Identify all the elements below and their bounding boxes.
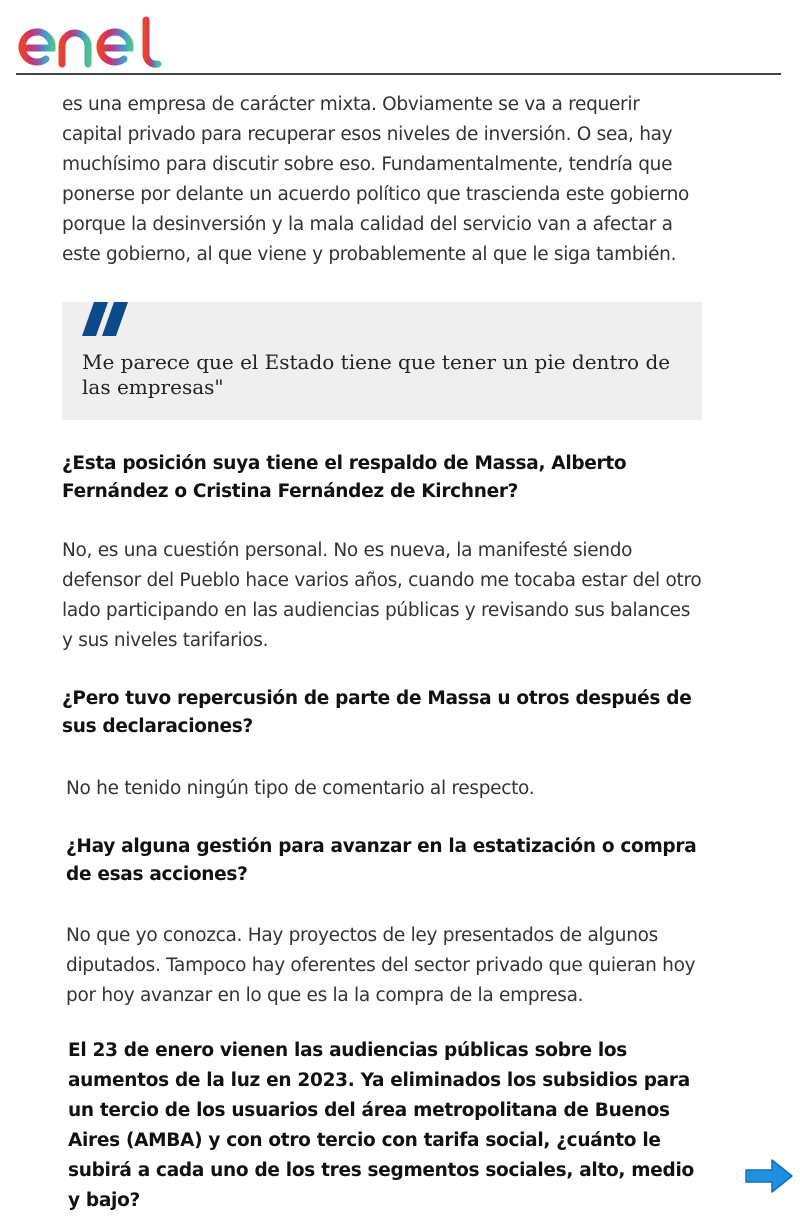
- answer-3: No que yo conozca. Hay proyectos de ley presentados de algunos diputados. Tampoco hay oferentes del sector privado que quieran hoy por hoy avanzar en lo que es la la compra de la empresa.: [66, 925, 696, 1006]
- pull-quote: [62, 302, 702, 420]
- answer-2: No he tenido ningún tipo de comentario al respecto.: [66, 778, 535, 799]
- question-2: ¿Pero tuvo repercusión de parte de Massa u otros después de sus declaraciones?: [62, 688, 692, 737]
- pull-quote-text: Me parece que el Estado tiene que tener un pie dentro de las empresas": [82, 350, 671, 399]
- answer-1: No, es una cuestión personal. No es nueva, la manifesté siendo defensor del Pueblo hace varios años, cuando me tocaba estar del otro lado participando en las audiencias públicas y revisando sus balances y sus niveles tarifarios.: [62, 540, 702, 651]
- question-4: El 23 de enero vienen las audiencias públicas sobre los aumentos de la luz en 2023. Ya eliminados los subsidios para un tercio de los usuarios del área metropolitana de Buenos Aires (AMBA) y con otro tercio con tarifa social, ¿cuánto le subirá a cada uno de los tres segmentos sociales, alto, medio y bajo?: [68, 1040, 694, 1211]
- paragraph-intro: es una empresa de carácter mixta. Obviamente se va a requerir capital privado para recuperar esos niveles de inversión. O sea, hay muchísimo para discutir sobre eso. Fundamentalmente, tendría que ponerse por delante un acuerdo político que trascienda este gobierno porque la desinversión y la mala calidad del servicio van a afectar a este gobierno, al que viene y probablemente al que le siga también.: [62, 94, 690, 265]
- question-3: ¿Hay alguna gestión para avanzar en la estatización o compra de esas acciones?: [66, 836, 697, 885]
- site-header: [0, 0, 800, 76]
- header-divider: [16, 73, 781, 75]
- quote-mark-icon: [82, 302, 130, 336]
- question-1: ¿Esta posición suya tiene el respaldo de Massa, Alberto Fernández o Cristina Fernández de Kirchner?: [62, 453, 627, 502]
- enel-logo[interactable]: [16, 14, 176, 70]
- arrow-right-icon[interactable]: [744, 1158, 794, 1194]
